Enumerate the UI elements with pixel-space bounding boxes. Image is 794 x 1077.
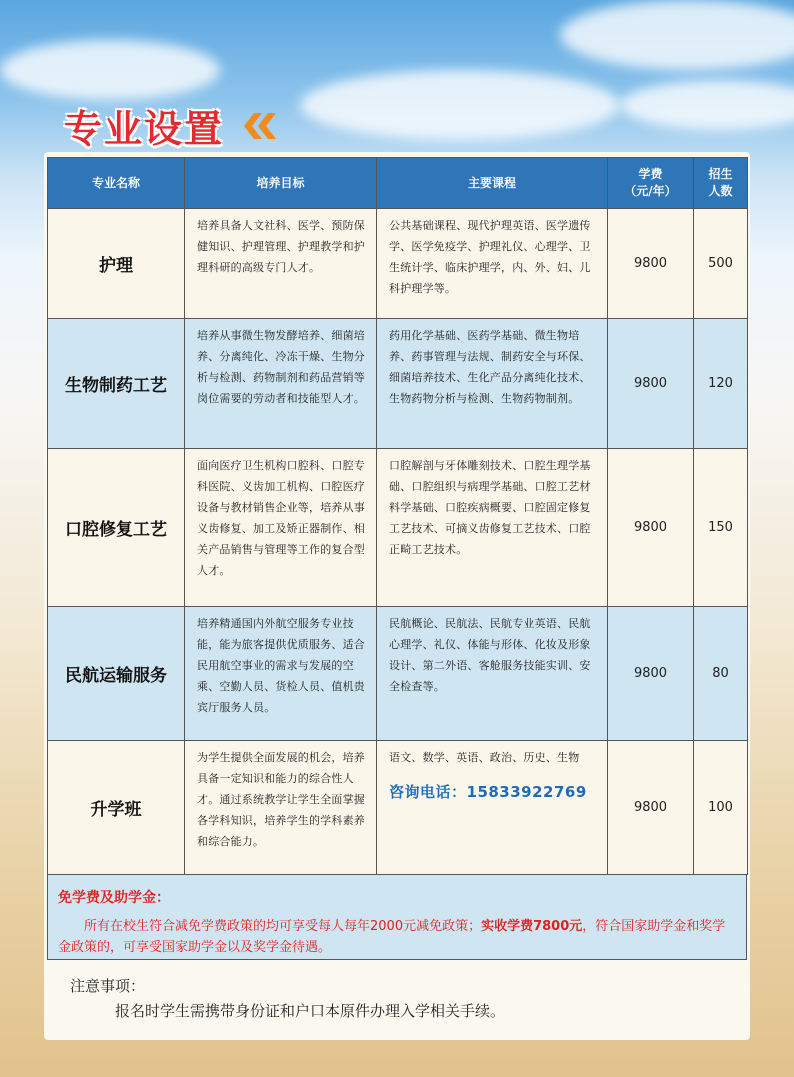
notes-title: 注意事项： [70,977,146,995]
header-tuition: 学费 （元/年） [608,158,694,209]
table-row [48,319,748,449]
table-row [48,209,748,319]
contact-phone[interactable]: 咨询电话：15833922769 [389,783,587,801]
training-goal: 培养精通国内外航空服务专业技能，能为旅客提供优质服务、适合民用航空事业的需求与发展的空乘、空勤人员、货检人员、值机贵宾厅服务人员。 [185,607,377,741]
major-name: 护理 [48,209,185,319]
scholarship-text [58,916,738,958]
table-header-row [48,158,748,209]
notes-text: 报名时学生需携带身份证和户口本原件办理入学相关手续。 [115,1002,506,1020]
scholarship-title: 免学费及助学金： [58,890,170,906]
major-table [47,157,748,875]
double-chevron-left-icon [244,113,272,139]
cloud-decoration [620,80,794,130]
training-goal: 面向医疗卫生机构口腔科、口腔专科医院、义齿加工机构、口腔医疗设备与教材销售企业等，培养从事义齿修复、加工及矫正器制作、相关产品销售与管理等工作的复合型人才。 [185,449,377,607]
cloud-decoration [300,70,620,140]
scholarship-text-a: 所有在校生符合减免学费政策的均可享受每人每年2000元减免政策； [84,919,482,934]
page-title: 专业设置 [64,107,225,151]
enrollment-value: 80 [694,607,748,741]
tuition-value: 9800 [608,209,694,319]
table-row [48,607,748,741]
scholarship-text-b: ，符合国家助学金和奖学金政策的，可享受国家助学金以及奖学金待遇。 [58,919,726,955]
scholarship-box [47,874,747,960]
tuition-value: 9800 [608,449,694,607]
major-name: 升学班 [48,741,185,875]
main-courses: 药用化学基础、医药学基础、微生物培养、药事管理与法规、制药安全与环保、细菌培养技术、生化产品分离纯化技术、生物药物分析与检测、生物药物制剂。 [377,319,608,449]
main-courses: 公共基础课程、现代护理英语、医学遗传学、医学免疫学、护理礼仪、心理学、卫生统计学、临床护理学，内、外、妇、儿科护理学等。 [377,209,608,319]
major-name: 口腔修复工艺 [48,449,185,607]
main-courses: 语文、数学、英语、政治、历史、生物 [389,751,580,764]
training-goal: 培养从事微生物发酵培养、细菌培养、分离纯化、冷冻干燥、生物分析与检测、药物制剂和药品营销等岗位需要的劳动者和技能型人才。 [185,319,377,449]
cloud-decoration [560,0,794,70]
training-goal: 为学生提供全面发展的机会，培养具备一定知识和能力的综合性人才。通过系统教学让学生全面掌握各学科知识，培养学生的学科素养和综合能力。 [185,741,377,875]
enrollment-value: 150 [694,449,748,607]
page-title-bar [64,98,272,153]
header-enrollment: 招生 人数 [694,158,748,209]
header-main-courses: 主要课程 [377,158,608,209]
header-training-goal: 培养目标 [185,158,377,209]
table-row [48,449,748,607]
actual-tuition: 实收学费7800元 [481,919,583,934]
enrollment-value: 100 [694,741,748,875]
tuition-value: 9800 [608,741,694,875]
cloud-decoration [0,40,220,100]
major-name: 生物制药工艺 [48,319,185,449]
tuition-value: 9800 [608,607,694,741]
main-courses-cell [377,741,608,875]
table-row [48,741,748,875]
training-goal: 培养具备人文社科、医学、预防保健知识、护理管理、护理教学和护理科研的高级专门人才。 [185,209,377,319]
main-courses: 口腔解剖与牙体雕刻技术、口腔生理学基础、口腔组织与病理学基础、口腔工艺材料学基础、口腔疾病概要、口腔固定修复工艺技术、可摘义齿修复工艺技术、口腔正畸工艺技术。 [377,449,608,607]
tuition-value: 9800 [608,319,694,449]
enrollment-value: 120 [694,319,748,449]
main-courses: 民航概论、民航法、民航专业英语、民航心理学、礼仪、体能与形体、化妆及形象设计、第二外语、客舱服务技能实训、安全检查等。 [377,607,608,741]
major-name: 民航运输服务 [48,607,185,741]
header-major-name: 专业名称 [48,158,185,209]
enrollment-value: 500 [694,209,748,319]
